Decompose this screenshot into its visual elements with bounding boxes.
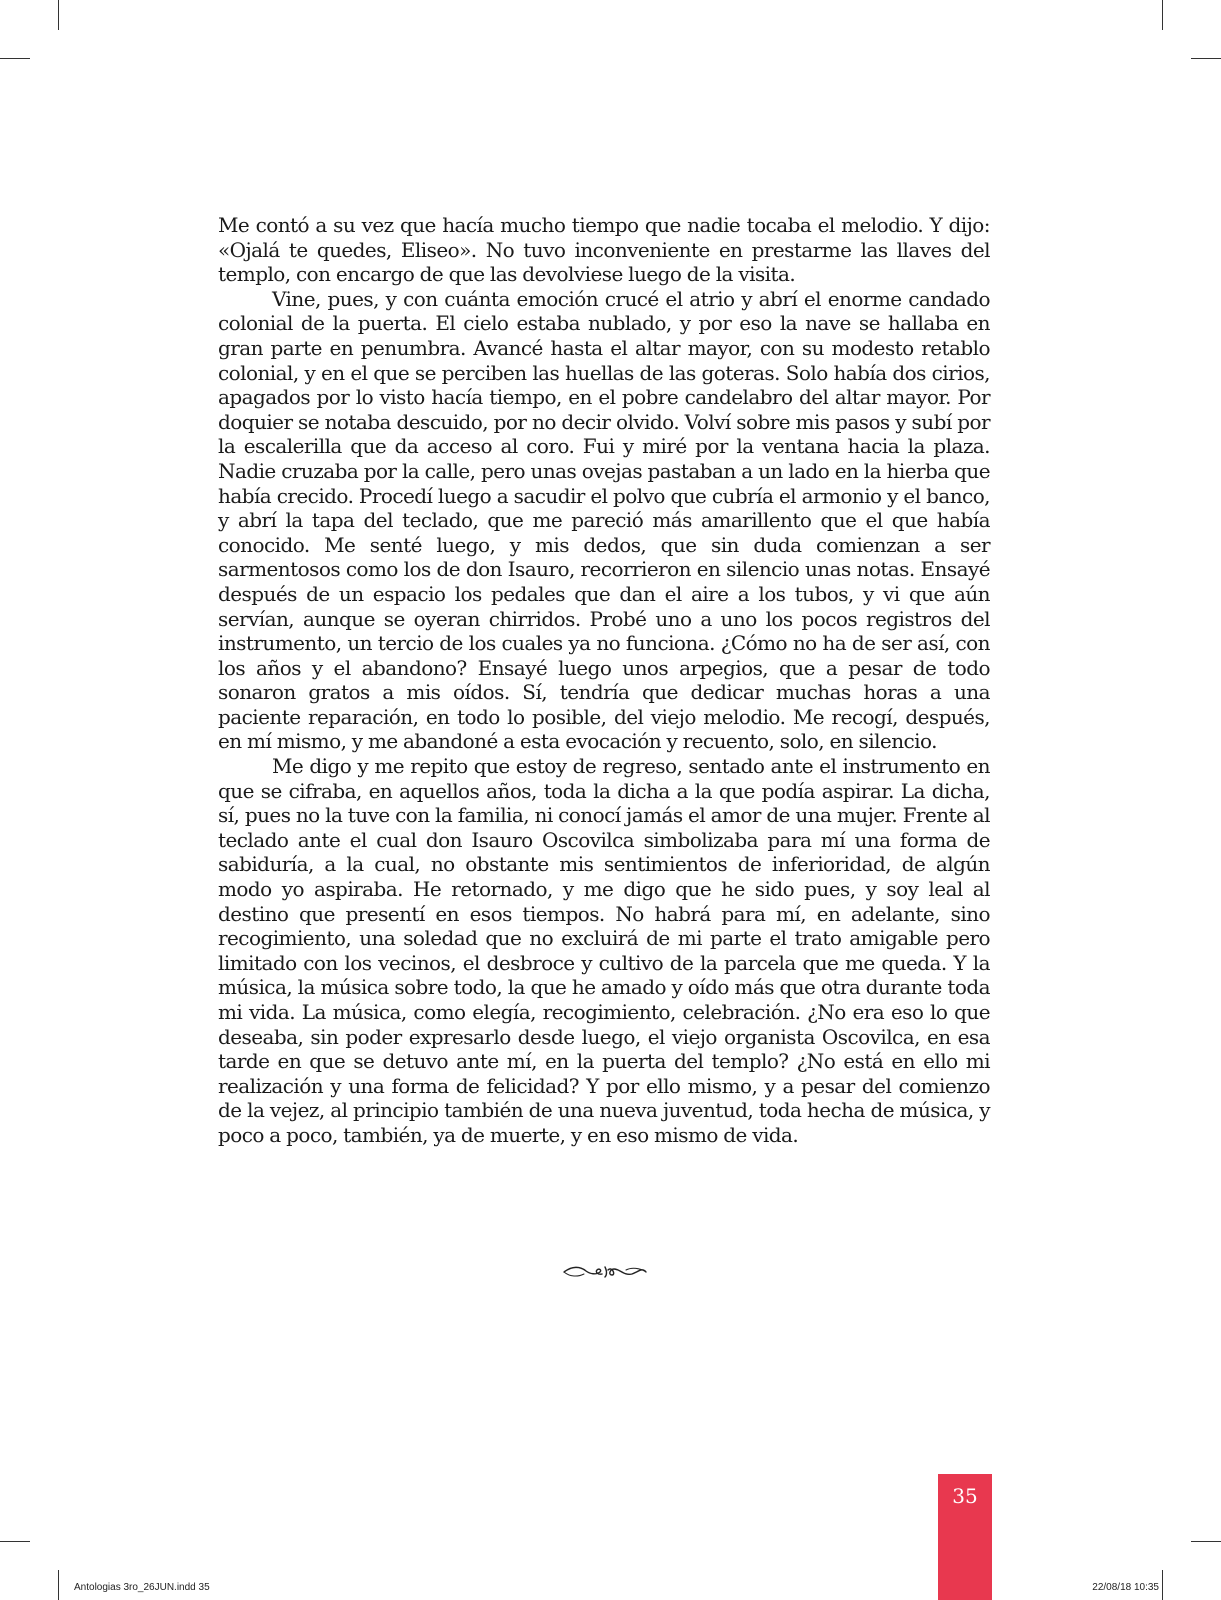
paragraph-2: Vine, pues, y con cuánta emoción crucé el atrio y abrí el enorme candado colonial de la puerta. El cielo estaba nublado, y por eso la nave se hallaba en gran parte en penumbra. Avancé hasta el altar mayor, con su modesto retablo colonial, y en el que se perciben las huellas de las goteras. Solo había dos cirios, apagados por lo visto hacía tiempo, en el pobre candelabro del altar mayor. Por doquier se notaba descuido, por no decir olvido. Volví sobre mis pasos y subí por la escalerilla que da acceso al coro. Fui y miré por la ventana hacia la plaza. Nadie cruzaba por la calle, pero unas ovejas pastaban a un lado en la hierba que había crecido. Procedí luego a sacudir el polvo que cubría el armonio y el banco, y abrí la tapa del teclado, que me pareció más amarillento que el que había conocido. Me senté luego, y mis dedos, que sin duda comienzan a ser sarmentosos como los de don Isauro, recorrieron en silencio unas notas. Ensayé después de un espacio los pedales que dan el aire a los tubos, y vi que aún servían, aunque se oyeran chirridos. Probé uno a uno los pocos registros del instrumento, un tercio de los cuales ya no funciona. ¿Cómo no ha de ser así, con los años y el abandono? Ensayé luego unos arpegios, que a pesar de todo sonaron gratos a mis oídos. Sí, tendría que dedicar muchas horas a una paciente reparación, en todo lo posible, del viejo melodio. Me recogí, después, en mí mismo, y me abandoné a esta evocación y recuento, solo, en silencio. <box>218 286 990 754</box>
crop-mark-left-top <box>0 58 30 59</box>
body-text <box>218 213 990 1148</box>
page-number-tab <box>938 1474 992 1600</box>
crop-mark-bottom-left <box>58 1570 59 1600</box>
crop-mark-bottom-right <box>1162 1570 1163 1600</box>
crop-mark-right-bottom <box>1191 1541 1221 1542</box>
paragraph-3: Me digo y me repito que estoy de regreso, sentado ante el instrumento en que se cifraba, en aquellos años, toda la dicha a la que podía aspirar. La dicha, sí, pues no la tuve con la familia, ni conocí jamás el amor de una mujer. Frente al teclado ante el cual don Isauro Oscovilca simbolizaba para mí una forma de sabiduría, a la cual, no obstante mis sentimientos de inferioridad, de algún modo yo aspiraba. He retornado, y me digo que he sido pues, y soy leal al destino que presentí en esos tiempos. No habrá para mí, en adelante, sino recogimiento, una soledad que no excluirá de mi parte el trato amigable pero limitado con los vecinos, el desbroce y cultivo de la parcela que me queda. Y la música, la música sobre todo, la que he amado y oído más que otra durante toda mi vida. La música, como elegía, recogimiento, celebración. ¿No era eso lo que deseaba, sin poder expresarlo desde luego, el viejo organista Oscovilca, en esa tarde en que se detuvo ante mí, en la puerta del templo? ¿No está en ello mi realización y una forma de felicidad? Y por ello mismo, y a pesar del comienzo de la vejez, al principio también de una nueva juventud, toda hecha de música, y poco a poco, también, ya de muerte, y en eso mismo de vida. <box>218 754 990 1147</box>
page-number: 35 <box>952 1484 978 1508</box>
slug-timestamp: 22/08/18 10:35 <box>1092 1582 1159 1593</box>
crop-mark-right-top <box>1191 58 1221 59</box>
crop-mark-left-bottom <box>0 1541 30 1542</box>
crop-mark-top-right <box>1162 0 1163 30</box>
slug-filename: Antologias 3ro_26JUN.indd 35 <box>74 1582 210 1593</box>
flourish-ornament-icon <box>562 1263 648 1281</box>
paragraph-1: Me contó a su vez que hacía mucho tiempo que nadie tocaba el melodio. Y dijo: «Ojalá te quedes, Eliseo». No tuvo inconveniente en prestarme las llaves del templo, con encargo de que las devolviese luego de la visita. <box>218 213 990 287</box>
crop-mark-top-left <box>58 0 59 30</box>
